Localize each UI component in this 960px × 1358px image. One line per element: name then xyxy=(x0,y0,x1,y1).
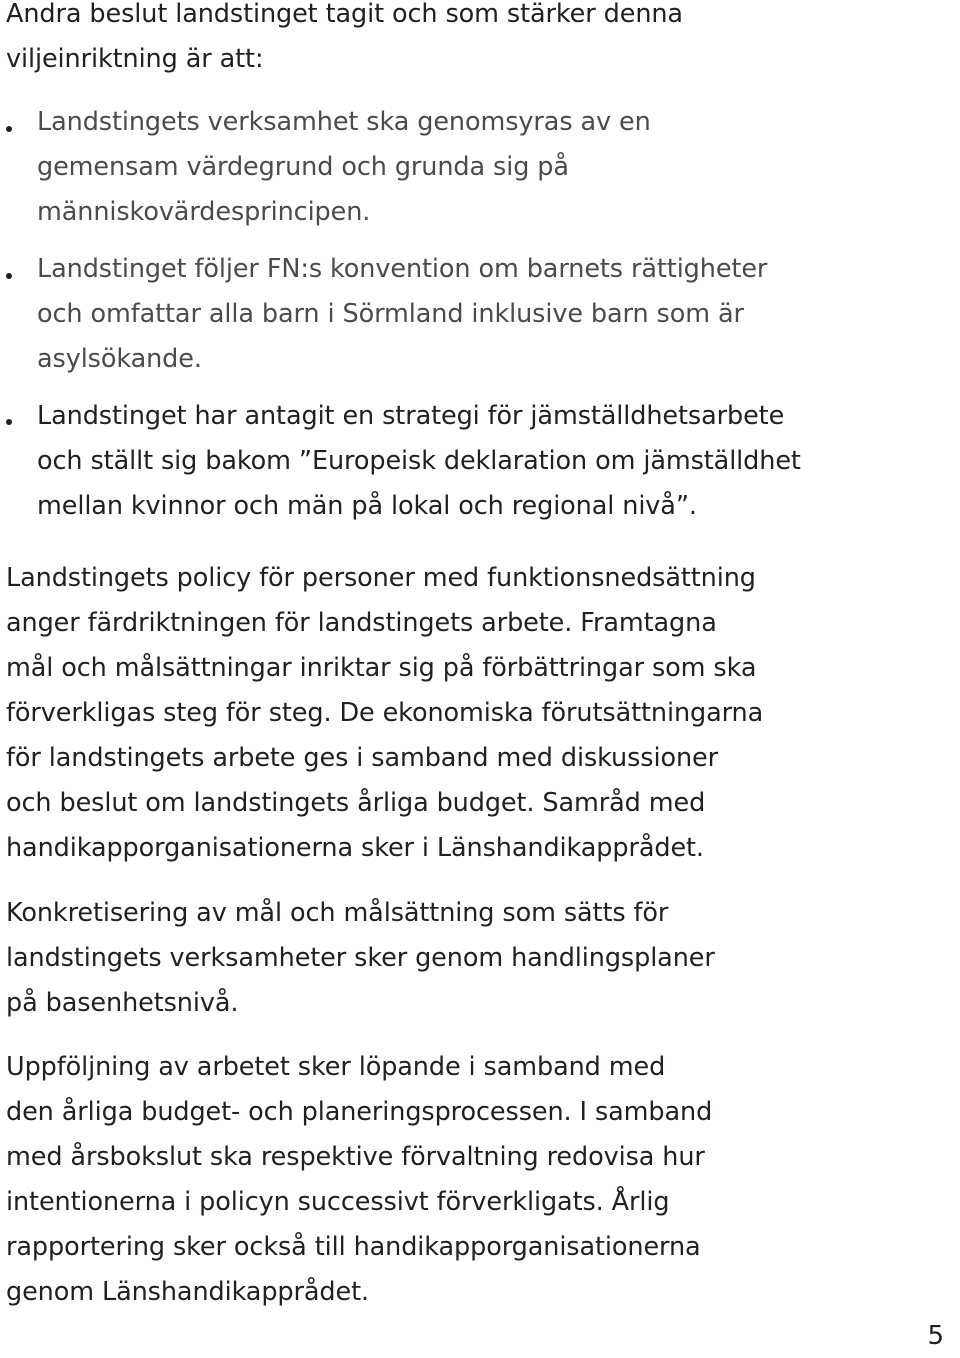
paragraph-line: Konkretisering av mål och målsättning som sätts för xyxy=(6,898,669,928)
bullet-line: Landstingets verksamhet ska genomsyras av en xyxy=(37,107,651,137)
paragraph-line: Uppföljning av arbetet sker löpande i samband med xyxy=(6,1052,666,1082)
intro-line: viljeinriktning är att: xyxy=(6,44,264,74)
bullet-icon xyxy=(6,273,12,279)
paragraph-line: anger färdriktningen för landstingets arbete. Framtagna xyxy=(6,608,717,638)
bullet-line: Landstinget följer FN:s konvention om barnets rättigheter xyxy=(37,254,768,284)
paragraph-line: genom Länshandikapprådet. xyxy=(6,1277,369,1307)
bullet-icon xyxy=(6,126,12,132)
paragraph-line: den årliga budget- och planeringsprocessen. I samband xyxy=(6,1097,713,1127)
bullet-line: mellan kvinnor och män på lokal och regional nivå”. xyxy=(37,491,697,521)
intro-line: Andra beslut landstinget tagit och som stärker denna xyxy=(6,0,683,29)
paragraph-line: handikapporganisationerna sker i Länshandikapprådet. xyxy=(6,833,704,863)
bullet-line: gemensam värdegrund och grunda sig på xyxy=(37,152,569,182)
paragraph-line: Landstingets policy för personer med funktionsnedsättning xyxy=(6,563,756,593)
bullet-line: Landstinget har antagit en strategi för jämställdhetsarbete xyxy=(37,401,785,431)
bullet-line: och omfattar alla barn i Sörmland inklusive barn som är xyxy=(37,299,744,329)
paragraph-line: för landstingets arbete ges i samband med diskussioner xyxy=(6,743,718,773)
bullet-icon xyxy=(6,419,12,425)
paragraph-line: landstingets verksamheter sker genom handlingsplaner xyxy=(6,943,715,973)
paragraph-line: mål och målsättningar inriktar sig på förbättringar som ska xyxy=(6,653,757,683)
paragraph-line: förverkligas steg för steg. De ekonomiska förutsättningarna xyxy=(6,698,764,728)
paragraph-line: med årsbokslut ska respektive förvaltning redovisa hur xyxy=(6,1142,705,1172)
bullet-line: asylsökande. xyxy=(37,344,202,374)
paragraph-line: på basenhetsnivå. xyxy=(6,988,239,1018)
document-page xyxy=(6,0,946,1358)
paragraph-line: och beslut om landstingets årliga budget. Samråd med xyxy=(6,788,706,818)
paragraph-line: intentionerna i policyn successivt förverkligats. Årlig xyxy=(6,1187,670,1217)
bullet-line: och ställt sig bakom ”Europeisk deklaration om jämställdhet xyxy=(37,446,801,476)
page-number: 5 xyxy=(927,1321,944,1351)
paragraph-line: rapportering sker också till handikapporganisationerna xyxy=(6,1232,701,1262)
bullet-line: människovärdesprincipen. xyxy=(37,197,371,227)
